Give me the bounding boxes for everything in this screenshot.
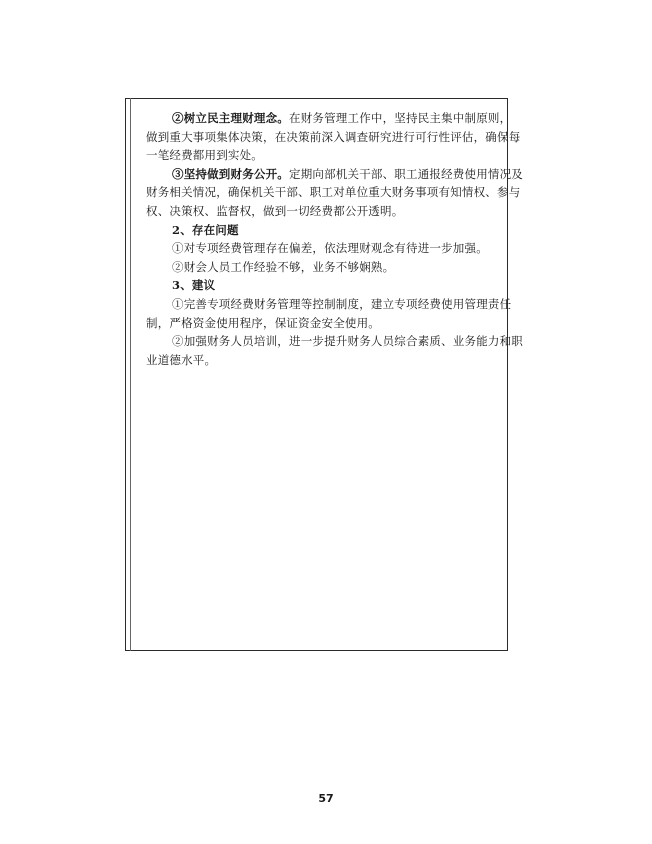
paragraph-line xyxy=(146,165,523,184)
page-number: 57 xyxy=(318,792,334,805)
list-item: ②加强财务人员培训，进一步提升财务人员综合素质、业务能力和职 xyxy=(172,334,523,349)
paragraph-line: 权、决策权、监督权，做到一切经费都公开透明。 xyxy=(146,203,404,218)
paragraph-line: 做到重大事项集体决策，在决策前深入调查研究进行可行性评估，确保每 xyxy=(146,129,521,144)
paragraph-text: 定期向部机关干部、职工通报经费使用情况及 xyxy=(289,166,523,181)
section-heading: 2、存在问题 xyxy=(172,222,239,237)
list-item-continuation: 制，严格资金使用程序，保证资金安全使用。 xyxy=(146,315,380,330)
list-item: ②财会人员工作经验不够，业务不够娴熟。 xyxy=(172,259,395,274)
list-item: ①完善专项经费财务管理等控制制度，建立专项经费使用管理责任 xyxy=(172,296,512,311)
paragraph-line: 一笔经费都用到实处。 xyxy=(146,148,263,163)
document-frame xyxy=(125,98,523,651)
paragraph-lead: ②树立民主理财理念。 xyxy=(172,111,289,125)
section-heading: 3、建议 xyxy=(172,278,216,293)
document-body xyxy=(146,109,523,369)
list-item-continuation: 业道德水平。 xyxy=(146,352,217,367)
paragraph-democratic-finance xyxy=(146,109,521,165)
paragraph-lead: ③坚持做到财务公开。 xyxy=(172,166,289,181)
paragraph-line: 财务相关情况，确保机关干部、职工对单位重大财务事项有知情权、参与 xyxy=(146,185,521,200)
paragraph-line xyxy=(146,109,512,128)
paragraph-financial-disclosure xyxy=(146,165,523,221)
paragraph-text: 在财务管理工作中，坚持民主集中制原则， xyxy=(289,111,512,125)
section-suggestions xyxy=(146,276,523,369)
list-item: ①对专项经费管理存在偏差，依法理财观念有待进一步加强。 xyxy=(172,241,488,256)
section-problems xyxy=(146,221,499,277)
